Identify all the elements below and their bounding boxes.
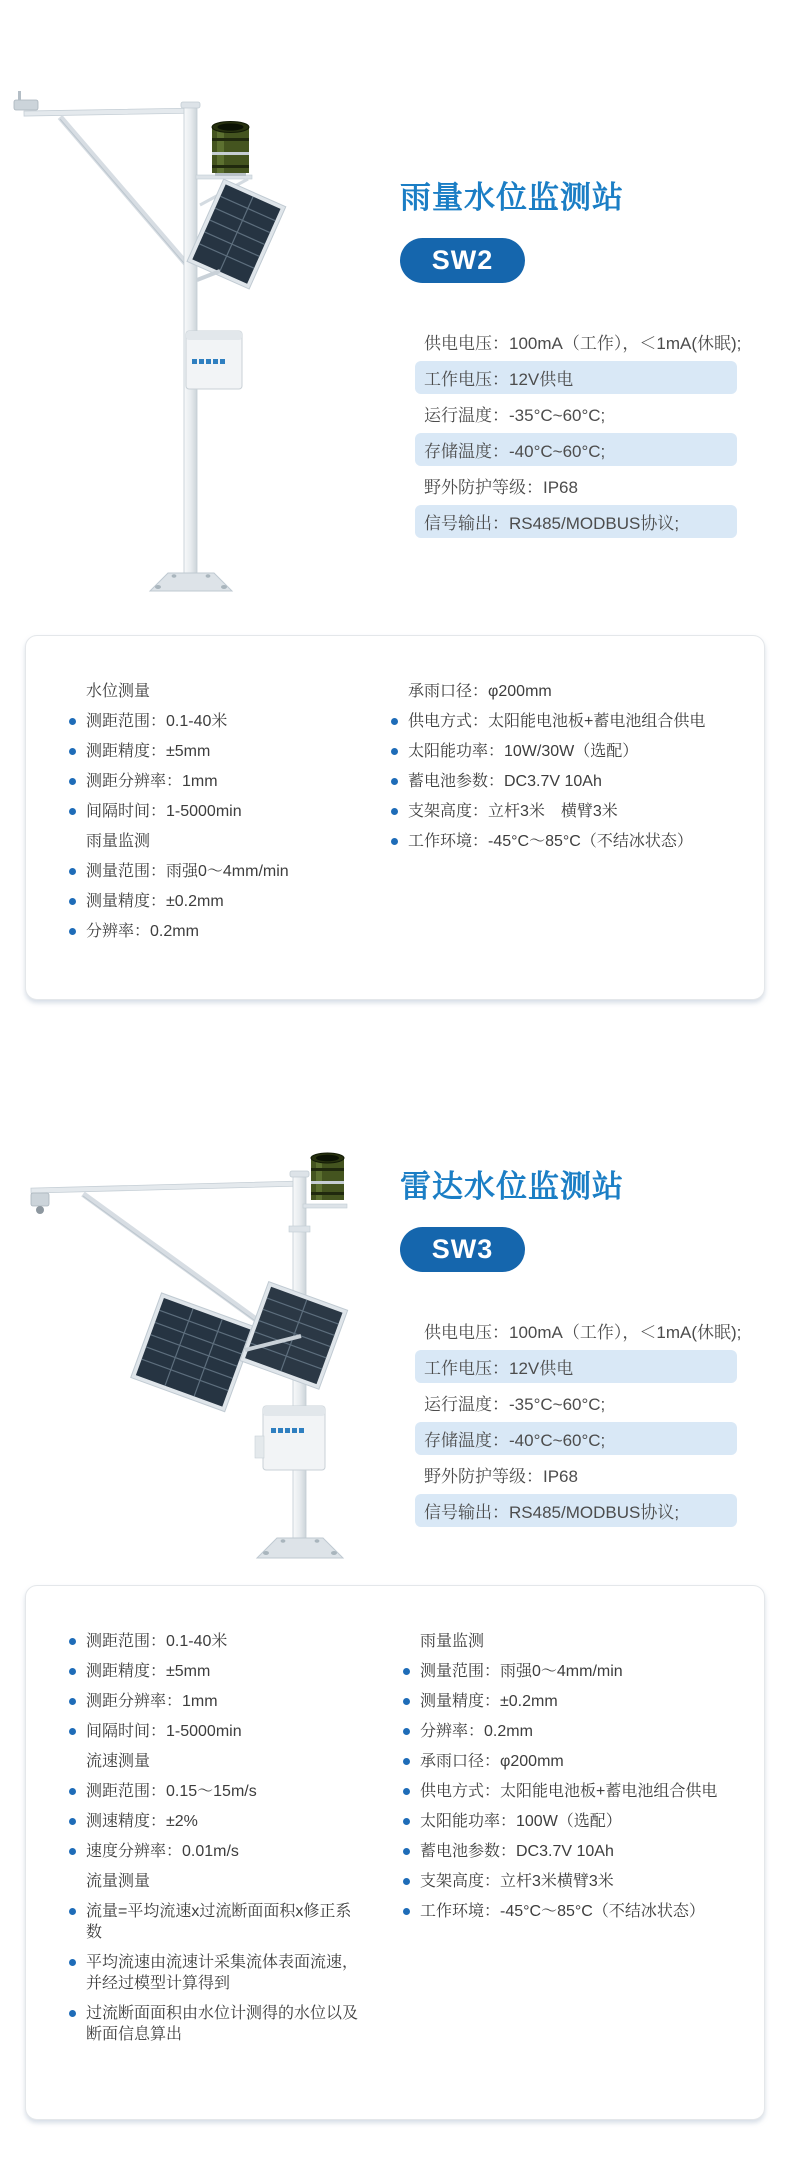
bullet-dot-icon (391, 808, 398, 815)
bullet-dot-icon (403, 1698, 410, 1705)
end-sensor (14, 100, 38, 110)
station-illustration-sw2 (8, 75, 308, 635)
card-bullet-item (62, 1901, 362, 1943)
bullet-dot-icon (69, 1698, 76, 1705)
card-item-text: 承雨口径：φ200mm (408, 683, 552, 700)
card-item-text: 平均流速由流速计采集流体表面流速，并经过模型计算得到 (86, 1954, 359, 1992)
bullet-dot-icon (69, 1818, 76, 1825)
solar-panel (187, 179, 286, 289)
spec-card-sw2 (25, 635, 765, 1000)
base-flange (257, 1538, 343, 1558)
card-bullet-item (396, 1811, 756, 1832)
card-item-text: 测距分辨率：1mm (86, 773, 218, 790)
brace-arm (60, 117, 189, 267)
spec-row: 工作电压：12V供电 (415, 1350, 737, 1383)
bullet-dot-icon (403, 1818, 410, 1825)
bullet-dot-icon (69, 1959, 76, 1966)
card-column-right (396, 1631, 756, 1931)
gauge-platform (303, 1204, 347, 1208)
card-column-left (62, 681, 348, 951)
bullet-dot-icon (391, 718, 398, 725)
card-item-text: 蓄电池参数：DC3.7V 10Ah (420, 1843, 614, 1860)
bullet-dot-icon (403, 1668, 410, 1675)
bullet-dot-icon (69, 1728, 76, 1735)
card-item-text: 测量范围：雨强0～4mm/min (420, 1663, 623, 1680)
card-bullet-item (62, 771, 348, 792)
cross-arm (31, 1181, 297, 1193)
spec-row: 运行温度：-35°C~60°C; (424, 1395, 606, 1414)
bullet-dot-icon (69, 1908, 76, 1915)
card-item-text: 测距精度：±5mm (86, 1663, 211, 1680)
card-item-text: 蓄电池参数：DC3.7V 10Ah (408, 773, 602, 790)
card-bullet-item (62, 1952, 362, 1994)
card-bullet-item (62, 711, 348, 732)
card-bullet-item (62, 2003, 362, 2045)
spec-row: 存储温度：-40°C~60°C; (415, 433, 737, 466)
card-item-text: 工作环境：-45°C～85°C（不结冰状态） (408, 833, 693, 850)
control-box (255, 1406, 325, 1470)
card-bullet-item (62, 891, 348, 912)
spec-row: 信号输出：RS485/MODBUS协议; (415, 1494, 737, 1527)
card-bullet-item (62, 1781, 362, 1802)
card-bullet-item (62, 921, 348, 942)
card-bullet-item (396, 1691, 756, 1712)
spec-list (415, 325, 742, 538)
card-item-text: 测距范围：0.15～15m/s (86, 1783, 257, 1800)
bullet-dot-icon (69, 928, 76, 935)
card-bullet-item (384, 711, 752, 732)
base-flange (150, 573, 232, 591)
bullet-dot-icon (69, 748, 76, 755)
spec-list (415, 1314, 742, 1527)
spec-row: 供电电压：100mA（工作），＜1mA(休眠); (424, 334, 742, 353)
product-info-sw3 (400, 1170, 750, 1530)
card-item-text: 测量精度：±0.2mm (420, 1693, 558, 1710)
card-bullet-item (384, 831, 752, 852)
spec-row: 野外防护等级：IP68 (424, 478, 578, 497)
card-group-heading (62, 681, 348, 702)
card-item-text: 支架高度：立杆3米 横臂3米 (408, 803, 618, 820)
card-item-text: 流量测量 (86, 1873, 151, 1890)
card-column-left (62, 1631, 362, 2054)
spec-row: 工作电压：12V供电 (415, 361, 737, 394)
solar-panel-left (131, 1293, 256, 1412)
card-item-text: 雨量监测 (86, 833, 151, 850)
card-item-text: 雨量监测 (420, 1633, 485, 1650)
bullet-dot-icon (69, 1668, 76, 1675)
card-bullet-item (384, 771, 752, 792)
card-item-text: 承雨口径：φ200mm (420, 1753, 564, 1770)
spec-row: 存储温度：-40°C~60°C; (415, 1422, 737, 1455)
bullet-dot-icon (403, 1728, 410, 1735)
card-bullet-item (396, 1901, 756, 1922)
station-photo-sw3 (5, 1138, 350, 1583)
card-group-heading (62, 831, 348, 852)
bullet-dot-icon (69, 898, 76, 905)
card-bullet-item (396, 1661, 756, 1682)
solar-panel-right (240, 1282, 348, 1390)
product-title: 雷达水位监测站 (400, 1169, 624, 1204)
card-bullet-item (62, 861, 348, 882)
card-item-text: 测距范围：0.1-40米 (86, 713, 228, 730)
bullet-dot-icon (69, 718, 76, 725)
bullet-dot-icon (391, 838, 398, 845)
spec-row: 信号输出：RS485/MODBUS协议; (415, 505, 737, 538)
card-bullet-item (62, 1691, 362, 1712)
card-item-text: 分辨率：0.2mm (420, 1723, 533, 1740)
card-item-text: 测速精度：±2% (86, 1813, 198, 1830)
card-bullet-item (396, 1721, 756, 1742)
card-item-text: 间隔时间：1-5000min (86, 803, 242, 820)
bullet-dot-icon (69, 1638, 76, 1645)
card-bullet-item (62, 1631, 362, 1652)
card-item-text: 供电方式：太阳能电池板+蓄电池组合供电 (420, 1783, 718, 1800)
card-bullet-item (396, 1751, 756, 1772)
station-photo-sw2 (8, 75, 308, 635)
rain-gauge (311, 1153, 344, 1200)
card-item-text: 太阳能功率：10W/30W（选配） (408, 743, 639, 760)
card-bullet-item (384, 801, 752, 822)
card-item-text: 过流断面面积由水位计测得的水位以及断面信息算出 (86, 2005, 359, 2043)
card-item-text: 测距分辨率：1mm (86, 1693, 218, 1710)
model-badge: SW3 (400, 1227, 525, 1272)
card-item-text: 速度分辨率：0.01m/s (86, 1843, 239, 1860)
card-bullet-item (62, 801, 348, 822)
card-bullet-item (396, 1841, 756, 1862)
bullet-dot-icon (391, 748, 398, 755)
control-box (186, 331, 242, 389)
card-bullet-item (62, 1721, 362, 1742)
card-item-text: 测距范围：0.1-40米 (86, 1633, 228, 1650)
product-title: 雨量水位监测站 (400, 180, 624, 215)
card-item-text: 流量=平均流速x过流断面面积x修正系数 (86, 1903, 352, 1941)
card-group-heading (396, 1631, 756, 1652)
card-column-right (384, 681, 752, 861)
spec-row: 运行温度：-35°C~60°C; (424, 406, 606, 425)
card-item-text: 流速测量 (86, 1753, 151, 1770)
spec-row: 供电电压：100mA（工作），＜1mA(休眠); (424, 1323, 742, 1342)
spec-row: 野外防护等级：IP68 (424, 1467, 578, 1486)
card-item-text: 支架高度：立杆3米横臂3米 (420, 1873, 614, 1890)
cross-arm (24, 108, 194, 116)
card-item-text: 分辨率：0.2mm (86, 923, 199, 940)
card-bullet-item (62, 1841, 362, 1862)
card-group-heading (384, 681, 752, 702)
card-item-text: 太阳能功率：100W（选配） (420, 1813, 622, 1830)
card-bullet-item (396, 1781, 756, 1802)
product-info-sw2 (400, 181, 750, 541)
bullet-dot-icon (391, 778, 398, 785)
card-bullet-item (62, 1661, 362, 1682)
model-badge: SW2 (400, 238, 525, 283)
bullet-dot-icon (403, 1758, 410, 1765)
card-bullet-item (384, 741, 752, 762)
bullet-dot-icon (69, 1788, 76, 1795)
rain-gauge (212, 122, 249, 177)
card-item-text: 水位测量 (86, 683, 151, 700)
card-item-text: 测量范围：雨强0～4mm/min (86, 863, 289, 880)
spec-card-sw3 (25, 1585, 765, 2120)
card-bullet-item (62, 741, 348, 762)
card-item-text: 间隔时间：1-5000min (86, 1723, 242, 1740)
bullet-dot-icon (403, 1788, 410, 1795)
bullet-dot-icon (69, 778, 76, 785)
card-item-text: 测距精度：±5mm (86, 743, 211, 760)
card-item-text: 工作环境：-45°C～85°C（不结冰状态） (420, 1903, 705, 1920)
bullet-dot-icon (69, 808, 76, 815)
card-item-text: 测量精度：±0.2mm (86, 893, 224, 910)
card-bullet-item (62, 1811, 362, 1832)
card-bullet-item (396, 1871, 756, 1892)
card-group-heading (62, 1871, 362, 1892)
card-item-text: 供电方式：太阳能电池板+蓄电池组合供电 (408, 713, 706, 730)
camera-sensor (31, 1193, 49, 1214)
bullet-dot-icon (69, 1848, 76, 1855)
bullet-dot-icon (403, 1848, 410, 1855)
card-group-heading (62, 1751, 362, 1772)
antenna (18, 91, 21, 100)
bullet-dot-icon (403, 1908, 410, 1915)
station-illustration-sw3 (5, 1138, 350, 1583)
bullet-dot-icon (403, 1878, 410, 1885)
bullet-dot-icon (69, 868, 76, 875)
bullet-dot-icon (69, 2010, 76, 2017)
